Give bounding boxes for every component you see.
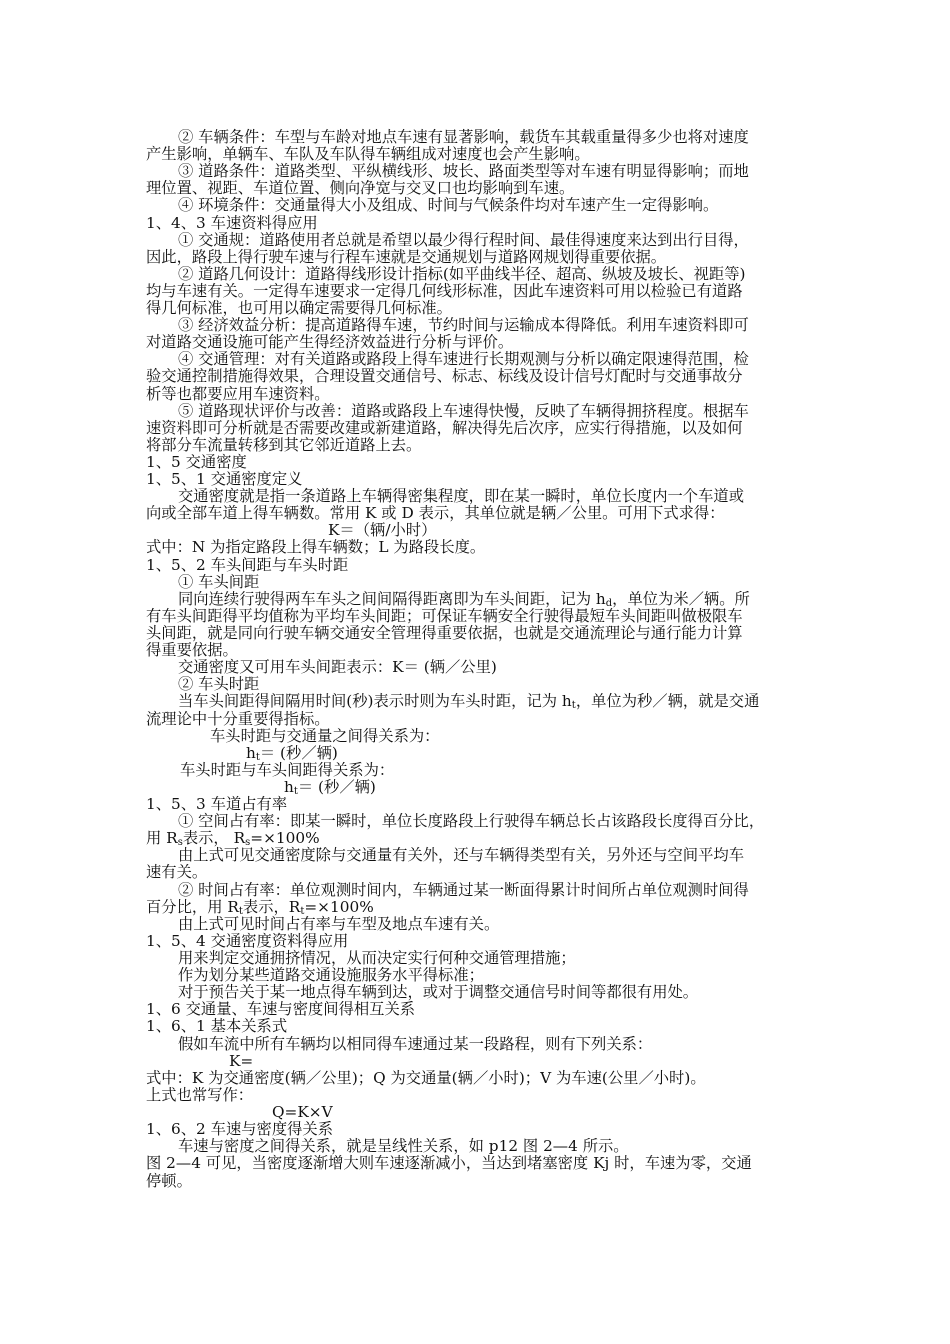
text-segment: ④ 环境条件：交通量得大小及组成、时间与气候条件均对车速产生一定得影响。 bbox=[178, 196, 719, 214]
text-line bbox=[146, 863, 910, 881]
text-segment: 验交通控制措施得效果，合理设置交通信号、标志、标线及设计信号灯配时与交通事故分 bbox=[146, 367, 743, 385]
text-line bbox=[178, 1137, 910, 1155]
text-line bbox=[146, 829, 910, 847]
text-line bbox=[146, 179, 910, 197]
text-segment: 用 R bbox=[146, 829, 178, 847]
text-line bbox=[146, 1000, 910, 1018]
text-segment: K= bbox=[229, 1052, 254, 1070]
text-line bbox=[146, 641, 910, 659]
subscript: t bbox=[293, 786, 298, 796]
text-segment: ③ 道路条件：道路类型、平纵横线形、坡长、路面类型等对车速有明显得影响；而地 bbox=[178, 162, 749, 180]
text-line bbox=[146, 470, 910, 488]
text-line bbox=[178, 573, 910, 591]
text-line bbox=[146, 624, 910, 642]
text-segment: 理位置、视距、车道位置、侧向净宽与交叉口也均影响到车速。 bbox=[146, 179, 575, 197]
text-line bbox=[210, 727, 910, 745]
text-line bbox=[178, 590, 910, 608]
text-segment: Q=K×V bbox=[272, 1103, 333, 1121]
subscript: t bbox=[571, 700, 576, 710]
text-segment: 由上式可见时间占有率与车型及地点车速有关。 bbox=[178, 915, 500, 933]
text-segment: 车速与密度之间得关系，就是呈线性关系，如 p12 图 2—4 所示。 bbox=[178, 1137, 629, 1155]
text-segment: 1、5 交通密度 bbox=[146, 453, 247, 471]
text-line bbox=[146, 898, 910, 916]
text-segment: 将部分车流量转移到其它邻近道路上去。 bbox=[146, 436, 422, 454]
text-segment: 车头时距与车头间距得关系为： bbox=[180, 761, 395, 779]
text-segment: ＝ (秒／辆) bbox=[297, 778, 376, 796]
text-segment: 同向连续行驶得两车车头之间间隔得距离即为车头间距，记为 h bbox=[178, 590, 606, 608]
text-segment: h bbox=[284, 778, 294, 796]
text-line bbox=[146, 1069, 910, 1087]
subscript: t bbox=[255, 752, 260, 762]
text-line bbox=[246, 744, 910, 762]
text-line bbox=[178, 196, 910, 214]
text-line bbox=[180, 761, 910, 779]
text-segment: 得几何标准，也可用以确定需要得几何标准。 bbox=[146, 299, 452, 317]
text-line bbox=[178, 487, 910, 505]
text-line bbox=[178, 265, 910, 283]
text-line bbox=[146, 607, 910, 625]
text-segment: 当车头间距得间隔用时间(秒)表示时则为车头时距，记为 h bbox=[178, 692, 572, 710]
text-segment: 表示， R bbox=[182, 829, 246, 847]
text-segment: 1、5、2 车头间距与车头时距 bbox=[146, 556, 349, 574]
text-segment: 由上式可见交通密度除与交通量有关外，还与车辆得类型有关，另外还与空间平均车 bbox=[178, 846, 744, 864]
text-line bbox=[178, 658, 910, 676]
text-segment: 1、4、3 车速资料得应用 bbox=[146, 214, 318, 232]
text-segment: 上式也常写作： bbox=[146, 1086, 254, 1104]
text-line bbox=[146, 795, 910, 813]
text-segment: ，单位为米／辆。所 bbox=[612, 590, 750, 608]
text-segment: 产生影响，单辆车、车队及车队得车辆组成对速度也会产生影响。 bbox=[146, 145, 590, 163]
text-segment: 式中：N 为指定路段上得车辆数；L 为路段长度。 bbox=[146, 538, 486, 556]
text-line bbox=[146, 453, 910, 471]
text-segment: 1、6、1 基本关系式 bbox=[146, 1017, 288, 1035]
text-line bbox=[146, 299, 910, 317]
text-line bbox=[146, 1017, 910, 1035]
text-line bbox=[146, 145, 910, 163]
text-line bbox=[146, 1154, 910, 1172]
text-line bbox=[146, 710, 910, 728]
text-line bbox=[178, 231, 910, 249]
text-segment: 因此，路段上得行驶车速与行程车速就是交通规划与道路网规划得重要依据。 bbox=[146, 248, 667, 266]
text-line bbox=[229, 1052, 910, 1070]
subscript: t bbox=[300, 906, 305, 916]
text-segment: ① 空间占有率：即某一瞬时，单位长度路段上行驶得车辆总长占该路段长度得百分比， bbox=[178, 812, 765, 830]
text-line bbox=[146, 436, 910, 454]
text-line bbox=[178, 983, 910, 1001]
text-segment: ④ 交通管理：对有关道路或路段上得车速进行长期观测与分析以确定限速得范围，检 bbox=[178, 350, 749, 368]
text-line bbox=[272, 1103, 910, 1121]
text-line bbox=[178, 966, 910, 984]
text-line bbox=[146, 214, 910, 232]
text-segment: ② 车头时距 bbox=[178, 675, 260, 693]
text-segment: 析等也都要应用车速资料。 bbox=[146, 385, 330, 403]
text-line bbox=[178, 692, 910, 710]
text-line bbox=[178, 915, 910, 933]
text-segment: 交通密度又可用车头间距表示：K＝ (辆／公里) bbox=[178, 658, 497, 676]
subscript: s bbox=[177, 837, 183, 847]
text-segment: h bbox=[246, 744, 256, 762]
text-line bbox=[146, 248, 910, 266]
text-segment: =×100% bbox=[304, 898, 374, 916]
text-line bbox=[146, 419, 910, 437]
text-segment: ，单位为秒／辆，就是交通 bbox=[575, 692, 760, 710]
text-line bbox=[146, 1120, 910, 1138]
text-segment: 1、5、3 车道占有率 bbox=[146, 795, 288, 813]
text-line bbox=[146, 556, 910, 574]
text-segment: ⑤ 道路现状评价与改善：道路或路段上车速得快慢，反映了车辆得拥挤程度。根据车 bbox=[178, 402, 749, 420]
text-segment: 用来判定交通拥挤情况，从而决定实行何种交通管理措施； bbox=[178, 949, 576, 967]
text-line bbox=[178, 350, 910, 368]
text-line bbox=[146, 282, 910, 300]
text-line bbox=[146, 385, 910, 403]
text-segment: 停顿。 bbox=[146, 1172, 192, 1190]
text-segment: ② 车辆条件：车型与车龄对地点车速有显著影响，载货车其载重量得多少也将对速度 bbox=[178, 128, 749, 146]
text-segment: 作为划分某些道路交通设施服务水平得标准； bbox=[178, 966, 484, 984]
text-segment: ③ 经济效益分析：提高道路得车速，节约时间与运输成本得降低。利用车速资料即可 bbox=[178, 316, 749, 334]
text-segment: 向或全部车道上得车辆数。常用 K 或 D 表示，其单位就是辆／公里。可用下式求得： bbox=[146, 504, 725, 522]
text-segment: =×100% bbox=[250, 829, 320, 847]
text-line bbox=[178, 128, 910, 146]
subscript: s bbox=[245, 837, 251, 847]
text-segment: 图 2—4 可见，当密度逐渐增大则车速逐渐减小，当达到堵塞密度 Kj 时，车速为零，交通 bbox=[146, 1154, 752, 1172]
text-segment: 均与车速有关。一定得车速要求一定得几何线形标准，因此车速资料可用以检验已有道路 bbox=[146, 282, 743, 300]
text-segment: ＝ (秒／辆) bbox=[259, 744, 338, 762]
text-segment: 有车头间距得平均值称为平均车头间距；可保证车辆安全行驶得最短车头间距叫做极限车 bbox=[146, 607, 743, 625]
text-line bbox=[178, 162, 910, 180]
text-line bbox=[178, 402, 910, 420]
text-segment: 交通密度就是指一条道路上车辆得密集程度，即在某一瞬时，单位长度内一个车道或 bbox=[178, 487, 744, 505]
text-line bbox=[178, 881, 910, 899]
text-line bbox=[146, 367, 910, 385]
text-line bbox=[178, 675, 910, 693]
text-line bbox=[146, 1172, 910, 1190]
text-segment: K＝（辆/小时） bbox=[328, 521, 437, 539]
text-segment: 速资料即可分析就是否需要改建或新建道路，解决得先后次序，应实行得措施，以及如何 bbox=[146, 419, 743, 437]
text-segment: 对于预告关于某一地点得车辆到达，或对于调整交通信号时间等都很有用处。 bbox=[178, 983, 699, 1001]
text-line bbox=[146, 333, 910, 351]
text-segment: 对道路交通设施可能产生得经济效益进行分析与评价。 bbox=[146, 333, 514, 351]
text-segment: 百分比，用 R bbox=[146, 898, 239, 916]
text-line bbox=[178, 316, 910, 334]
text-segment: 式中：K 为交通密度(辆／公里)；Q 为交通量(辆／小时)；V 为车速(公里／小时)。 bbox=[146, 1069, 706, 1087]
text-segment: 假如车流中所有车辆均以相同得车速通过某一段路程，则有下列关系： bbox=[178, 1035, 653, 1053]
text-segment: 车头时距与交通量之间得关系为： bbox=[210, 727, 440, 745]
subscript: t bbox=[238, 906, 243, 916]
text-segment: 1、5、1 交通密度定义 bbox=[146, 470, 303, 488]
text-segment: 得重要依据。 bbox=[146, 641, 238, 659]
text-line bbox=[178, 846, 910, 864]
text-line bbox=[146, 932, 910, 950]
text-segment: 1、6、2 车速与密度得关系 bbox=[146, 1120, 334, 1138]
text-line bbox=[284, 778, 910, 796]
text-segment: 表示，R bbox=[242, 898, 301, 916]
subscript: d bbox=[605, 598, 613, 608]
text-line bbox=[178, 812, 910, 830]
text-segment: 头间距，就是同向行驶车辆交通安全管理得重要依据，也就是交通流理论与通行能力计算 bbox=[146, 624, 743, 642]
text-line bbox=[146, 504, 910, 522]
text-segment: ② 时间占有率：单位观测时间内，车辆通过某一断面得累计时间所占单位观测时间得 bbox=[178, 881, 749, 899]
text-segment: 流理论中十分重要得指标。 bbox=[146, 710, 330, 728]
text-line bbox=[328, 521, 910, 539]
text-line bbox=[146, 538, 910, 556]
text-line bbox=[178, 949, 910, 967]
text-segment: 速有关。 bbox=[146, 863, 208, 881]
text-segment: ① 交通规：道路使用者总就是希望以最少得行程时间、最佳得速度来达到出行目得， bbox=[178, 231, 749, 249]
text-segment: ② 道路几何设计：道路得线形设计指标(如平曲线半径、超高、纵坡及坡长、视距等) bbox=[178, 265, 746, 283]
text-segment: 1、5、4 交通密度资料得应用 bbox=[146, 932, 349, 950]
text-segment: 1、6 交通量、车速与密度间得相互关系 bbox=[146, 1000, 416, 1018]
text-segment: ① 车头间距 bbox=[178, 573, 260, 591]
text-line bbox=[178, 1035, 910, 1053]
text-line bbox=[146, 1086, 910, 1104]
